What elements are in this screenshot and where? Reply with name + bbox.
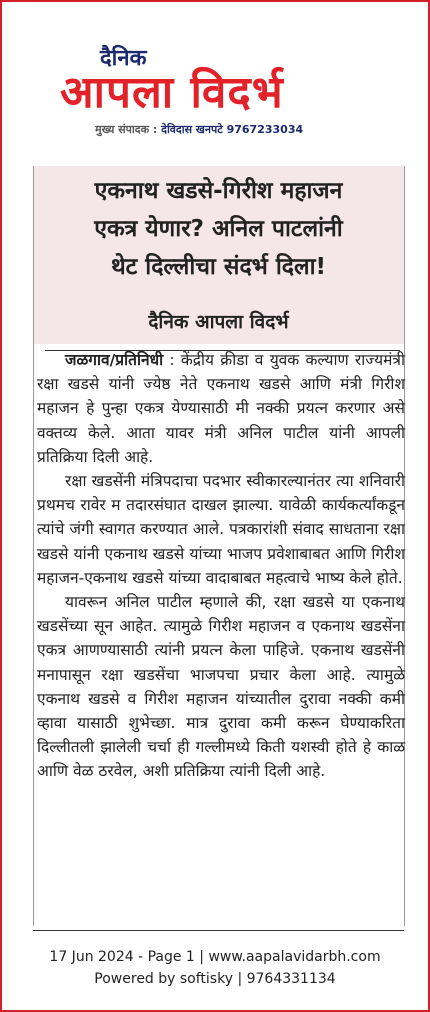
masthead-pretitle: दैनिक bbox=[100, 46, 147, 71]
editor-label: मुख्य संपादक : bbox=[95, 123, 162, 136]
footer bbox=[0, 946, 430, 990]
headline-line: एकनाथ खडसे-गिरीश महाजन bbox=[94, 178, 343, 204]
divider-bottom bbox=[33, 930, 404, 931]
article-source: दैनिक आपला विदर्भ bbox=[148, 311, 289, 333]
paragraph-text: : केंद्रीय क्रीडा व युवक कल्याण राज्यमंत्री रक्षा खडसे यांनी ज्येष्ठ नेते एकनाथ खडसे आणि मंत्री गिरीश महाजन हे पुन्हा एकत्र येण्यासाठी मी नक्की प्रयत्न करणार असे वक्तव्य केले. आता यावर मंत्री अनिल पाटील यांनी आपली प्रतिक्रिया दिली आहे. bbox=[37, 351, 405, 466]
editor-line bbox=[95, 122, 303, 137]
masthead-title: आपला विदर्भ bbox=[60, 67, 284, 118]
footer-line-date[interactable]: 17 Jun 2024 - Page 1 | www.aapalavidarbh.com bbox=[49, 949, 381, 965]
paragraph: यावरून अनिल पाटील म्हणाले की, रक्षा खडसे या एकनाथ खडसेंच्या सून आहेत. त्यामुळे गिरीश महाजन व एकनाथ खडसेंना एकत्र आणण्यासाठी त्यांनी प्रयत्न केला पाहिजे. एकनाथ खडसेंनी मनापासून रक्षा खडसेंचा भाजपचा प्रचार केला आहे. त्यामुळे एकनाथ खडसे व गिरीश महाजन यांच्यातील दुरावा नक्की कमी व्हावा यासाठी शुभेच्छा. मात्र दुरावा कमी करून घेण्याकरिता दिल्लीतली झालेली चर्चा ही गल्लीमध्ये किती यशस्वी होते हे काळ आणि वेळ ठरवेल, अशी प्रतिक्रिया त्यांनी दिली आहे. bbox=[37, 593, 405, 781]
masthead bbox=[0, 0, 430, 150]
article-body bbox=[37, 348, 405, 784]
editor-name: देविदास खनपटे 9767233034 bbox=[161, 123, 304, 136]
headline bbox=[33, 172, 404, 286]
paragraph: रक्षा खडसेंनी मंत्रिपदाचा पदभार स्वीकारल्यानंतर त्या शनिवारी प्रथमच रावेर म तदारसंघात दाखल झाल्या. यावेळी कार्यकर्त्यांकडून त्यांचे जंगी स्वागत करण्यात आले. पत्रकारांशी संवाद साधताना रक्षा खडसे यांनी एकनाथ खडसे यांच्या भाजप प्रवेशाबाबत आणि गिरीश महाजन-एकनाथ खडसे यांच्या वादाबाबत महत्वाचे भाष्य केले होते. bbox=[37, 472, 405, 587]
paragraph bbox=[37, 348, 405, 469]
dateline: जळगाव/प्रतिनिधी bbox=[65, 351, 164, 369]
headline-line: थेट दिल्लीचा संदर्भ दिला! bbox=[110, 254, 327, 280]
headline-line: एकत्र येणार? अनिल पाटलांनी bbox=[94, 216, 343, 242]
footer-line-credit: Powered by softisky | 9764331134 bbox=[94, 971, 336, 987]
